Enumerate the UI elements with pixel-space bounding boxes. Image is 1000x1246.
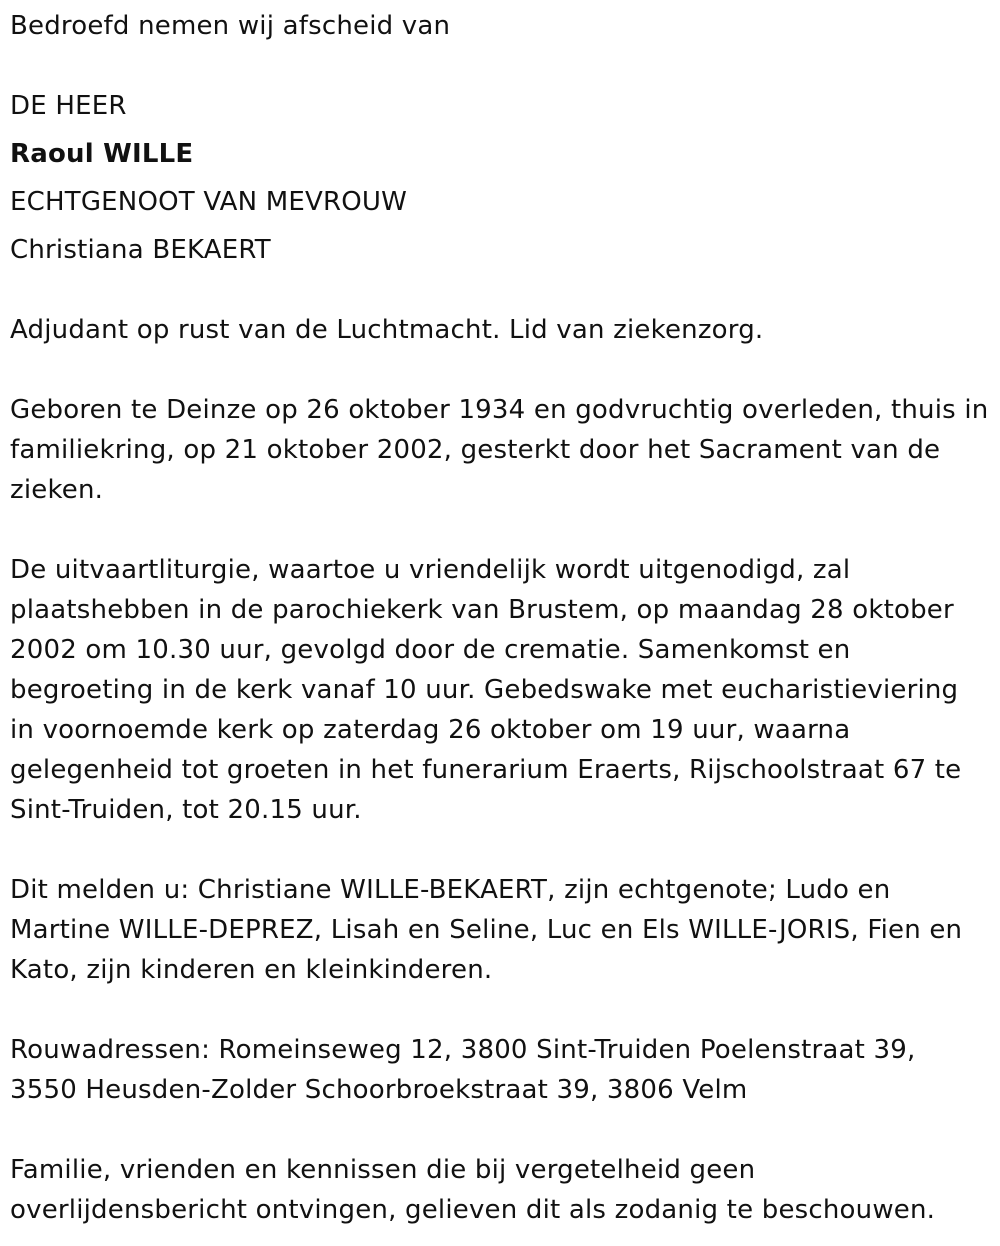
funeral-line: 2002 om 10.30 uur, gevolgd door de crematie. Samenkomst en: [10, 635, 851, 665]
funeral-line: gelegenheid tot groeten in het funerarium Eraerts, Rijschoolstraat 67 te: [10, 755, 962, 785]
closing-line: overlijdensbericht ontvingen, gelieven dit als zodanig te beschouwen.: [10, 1195, 936, 1225]
birth-death-line: zieken.: [10, 475, 104, 505]
address-line: Rouwadressen: Romeinseweg 12, 3800 Sint-Truiden Poelenstraat 39,: [10, 1035, 916, 1065]
funeral-line: plaatshebben in de parochiekerk van Brustem, op maandag 28 oktober: [10, 595, 954, 625]
family-line: Martine WILLE-DEPREZ, Lisah en Seline, Luc en Els WILLE-JORIS, Fien en: [10, 915, 963, 945]
funeral-line: Sint-Truiden, tot 20.15 uur.: [10, 795, 362, 825]
spouse-label: ECHTGENOOT VAN MEVROUW: [10, 187, 408, 217]
address-line: 3550 Heusden-Zolder Schoorbroekstraat 39, 3806 Velm: [10, 1075, 748, 1105]
funeral-line: begroeting in de kerk vanaf 10 uur. Gebedswake met eucharistieviering: [10, 675, 959, 705]
occupation-text: Adjudant op rust van de Luchtmacht. Lid van ziekenzorg.: [10, 315, 764, 345]
birth-death-line: Geboren te Deinze op 26 oktober 1934 en godvruchtig overleden, thuis in: [10, 395, 989, 425]
funeral-line: De uitvaartliturgie, waartoe u vriendelijk wordt uitgenodigd, zal: [10, 555, 851, 585]
closing-line: Familie, vrienden en kennissen die bij vergetelheid geen: [10, 1155, 756, 1185]
family-line: Kato, zijn kinderen en kleinkinderen.: [10, 955, 493, 985]
intro-text: Bedroefd nemen wij afscheid van: [10, 11, 451, 41]
funeral-line: in voornoemde kerk op zaterdag 26 oktober om 19 uur, waarna: [10, 715, 851, 745]
birth-death-line: familiekring, op 21 oktober 2002, gesterkt door het Sacrament van de: [10, 435, 941, 465]
spouse-name: Christiana BEKAERT: [10, 235, 271, 265]
family-line: Dit melden u: Christiane WILLE-BEKAERT, zijn echtgenote; Ludo en: [10, 875, 891, 905]
deceased-name: Raoul WILLE: [10, 139, 194, 169]
title-text: DE HEER: [10, 91, 127, 121]
